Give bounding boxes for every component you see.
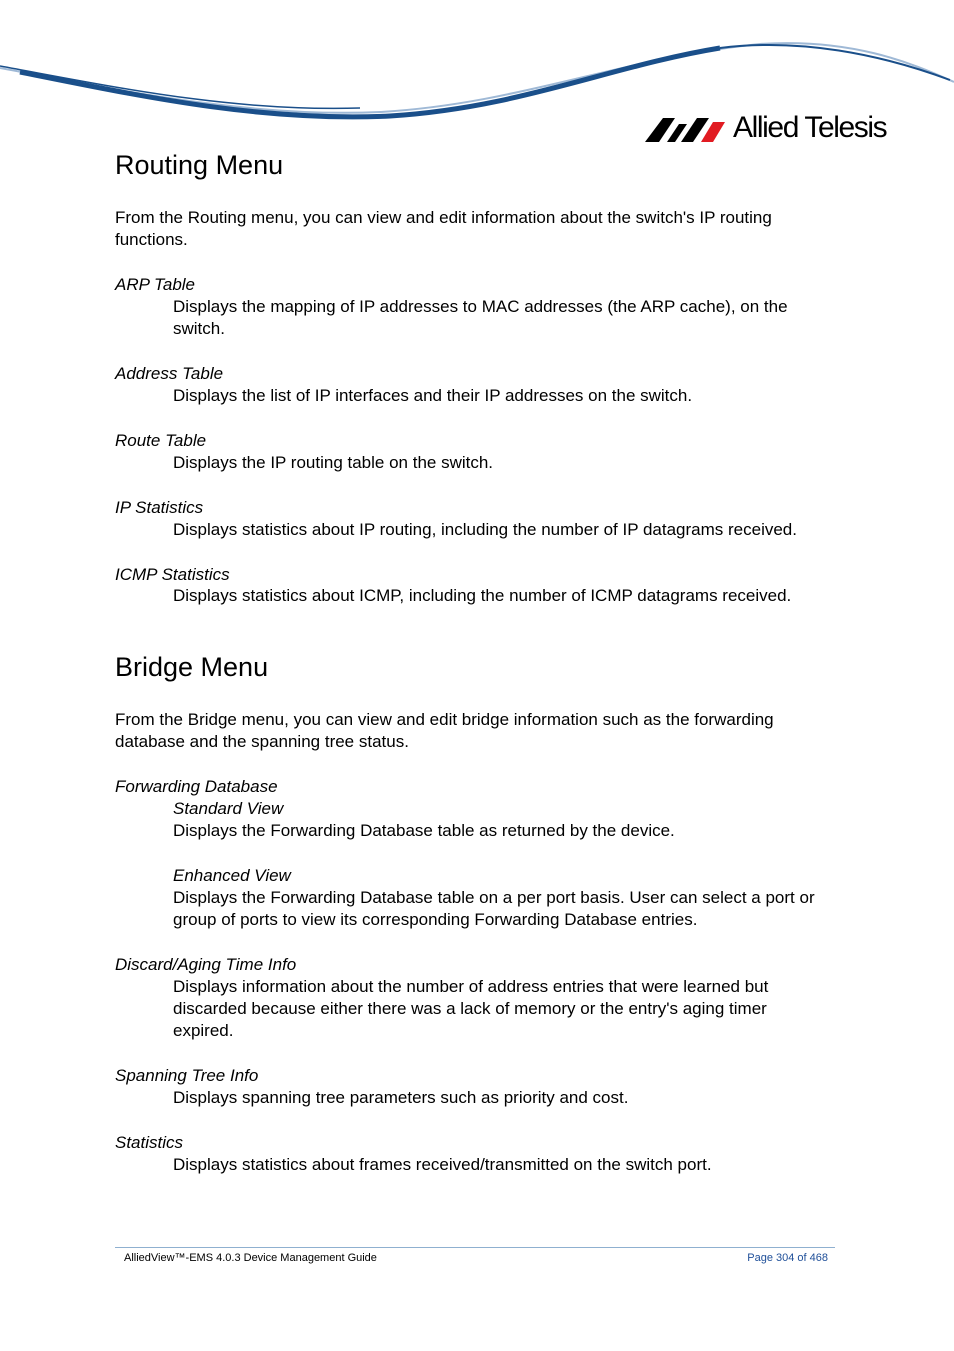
bridge-term-spanning-tree: Spanning Tree Info — [115, 1066, 259, 1085]
bridge-term-forwarding-database: Forwarding Database — [115, 777, 278, 796]
routing-desc-icmp-statistics: Displays statistics about ICMP, including the number of ICMP datagrams received. — [173, 586, 792, 605]
bridge-subterm-enhanced-view: Enhanced View — [173, 866, 291, 885]
logo-text: Allied Telesis — [733, 111, 887, 144]
routing-intro: From the Routing menu, you can view and edit information about the switch's IP routing functions. — [115, 208, 772, 249]
routing-term-route-table: Route Table — [115, 431, 207, 450]
bridge-intro: From the Bridge menu, you can view and edit bridge information such as the forwarding database and the spanning tree status. — [115, 710, 774, 751]
routing-desc-address-table: Displays the list of IP interfaces and their IP addresses on the switch. — [173, 386, 693, 405]
bridge-desc-statistics: Displays statistics about frames received/transmitted on the switch port. — [173, 1155, 712, 1174]
footer-divider — [115, 1247, 835, 1248]
logo-mark-icon — [645, 114, 729, 144]
routing-desc-route-table: Displays the IP routing table on the switch. — [173, 453, 494, 472]
routing-desc-arp-table: Displays the mapping of IP addresses to MAC addresses (the ARP cache), on the switch. — [173, 297, 788, 338]
bridge-desc-standard-view: Displays the Forwarding Database table as returned by the device. — [173, 821, 675, 840]
footer-doc-title: AlliedView™-EMS 4.0.3 Device Management Guide — [124, 1252, 377, 1264]
bridge-desc-discard-aging: Displays information about the number of address entries that were learned but discarded because either there was a lack of memory or the entry's aging timer expired. — [173, 977, 769, 1040]
bridge-term-statistics: Statistics — [115, 1133, 184, 1152]
bridge-menu-title: Bridge Menu — [115, 652, 269, 682]
routing-term-address-table: Address Table — [115, 364, 224, 383]
routing-term-ip-statistics: IP Statistics — [115, 498, 204, 517]
bridge-subterm-standard-view: Standard View — [173, 799, 284, 818]
routing-term-icmp-statistics: ICMP Statistics — [115, 565, 230, 584]
routing-menu-title: Routing Menu — [115, 150, 284, 180]
routing-desc-ip-statistics: Displays statistics about IP routing, including the number of IP datagrams received. — [173, 520, 797, 539]
bridge-term-discard-aging: Discard/Aging Time Info — [115, 955, 297, 974]
footer-page-number: Page 304 of 468 — [747, 1252, 828, 1264]
allied-telesis-logo — [645, 108, 905, 148]
routing-term-arp-table: ARP Table — [115, 275, 196, 294]
bridge-desc-spanning-tree: Displays spanning tree parameters such as priority and cost. — [173, 1088, 629, 1107]
bridge-desc-enhanced-view: Displays the Forwarding Database table on a per port basis. User can select a port or group of ports to view its corresponding Forwarding Database entries. — [173, 888, 815, 929]
